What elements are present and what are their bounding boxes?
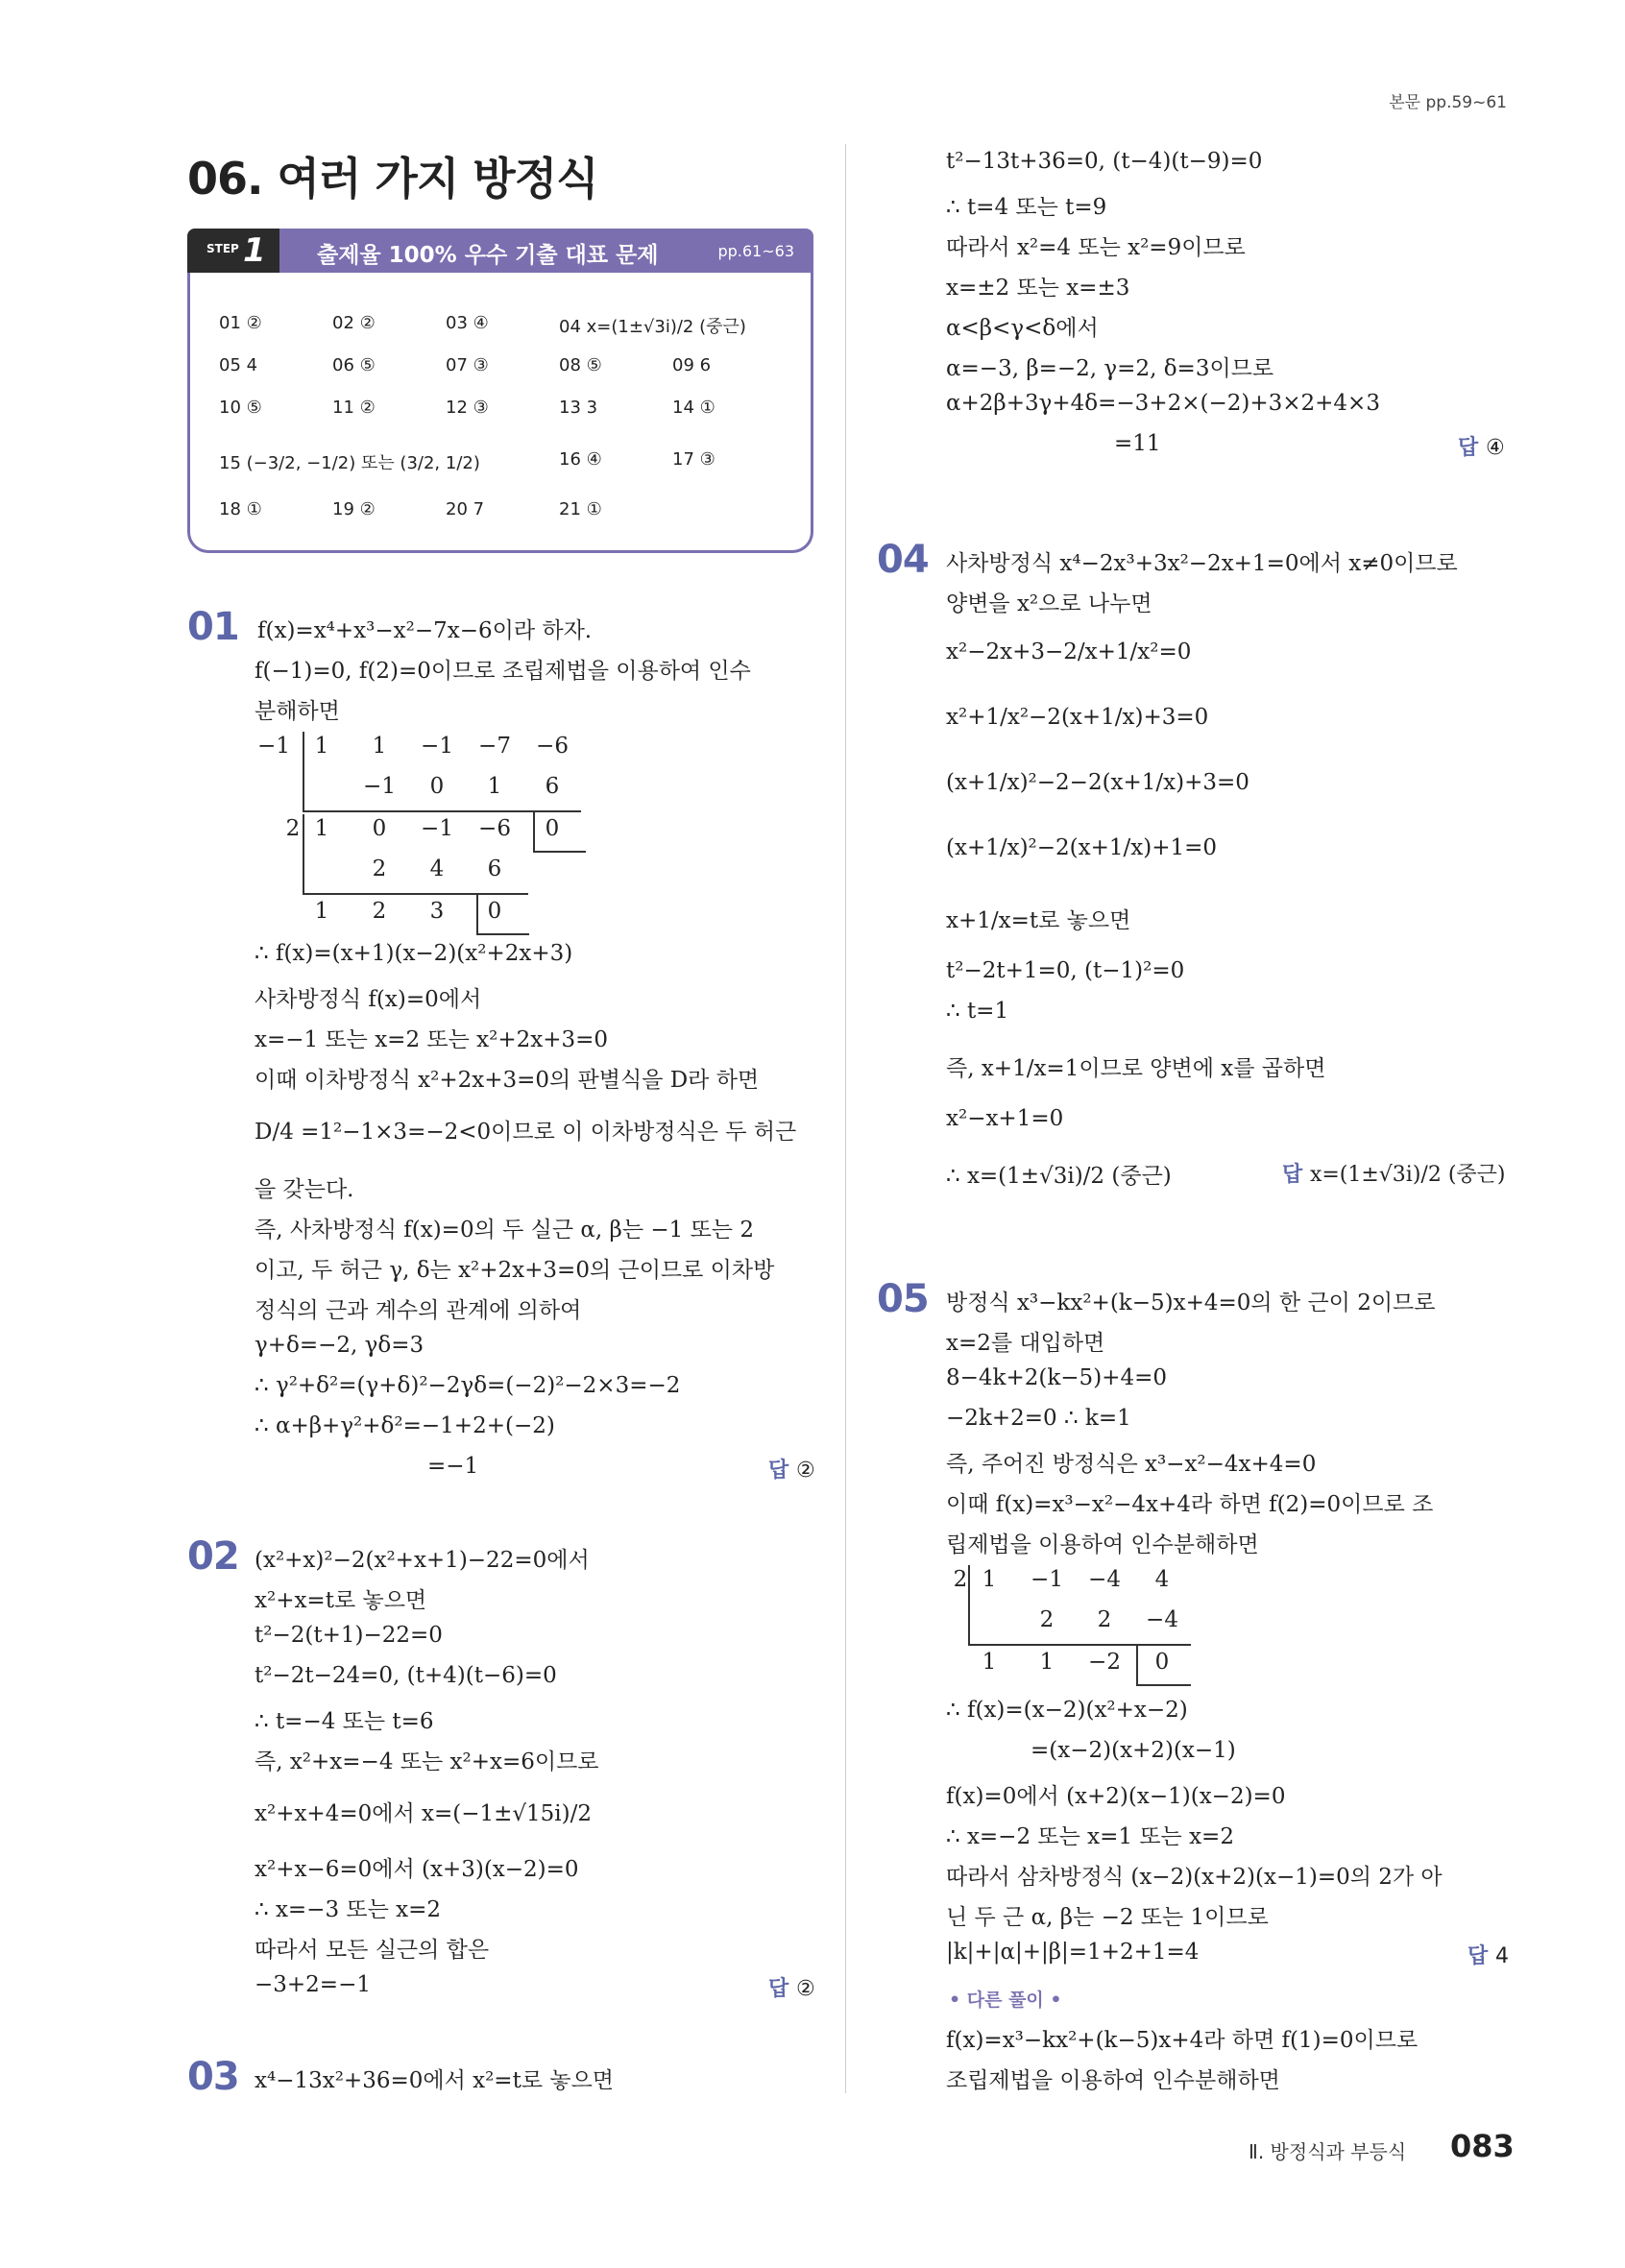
page-number: 083 <box>1450 2128 1515 2164</box>
solution-line: f(x)=0에서 (x+2)(x−1)(x−2)=0 <box>946 1784 1286 1809</box>
solution-line: 방정식 x³−kx²+(k−5)x+4=0의 한 근이 2이므로 <box>946 1291 1436 1315</box>
syn-cell: 2 <box>285 816 301 841</box>
solution-line: ∴ x=−2 또는 x=1 또는 x=2 <box>946 1824 1234 1849</box>
page-title: 06. 여러 가지 방정식 <box>187 153 598 205</box>
answer-label: 답 <box>1458 436 1479 460</box>
solution-line: −3+2=−1 <box>255 1972 371 1997</box>
answer-item: 10 ⑤ <box>219 398 262 418</box>
solution-line: 립제법을 이용하여 인수분해하면 <box>946 1532 1259 1557</box>
syn-cell: 6 <box>545 774 560 799</box>
answer-item: 04 x=(1±√3i)/2 (중근) <box>559 317 746 337</box>
answer-label: 답 <box>768 1977 789 2001</box>
solution-line: 이때 f(x)=x³−x²−4x+4라 하면 f(2)=0이므로 조 <box>946 1492 1434 1517</box>
answer-label: 답 <box>1467 1944 1489 1968</box>
solution-line: ∴ t=−4 또는 t=6 <box>255 1709 434 1734</box>
step-header <box>187 229 813 273</box>
solution-line: α=−3, β=−2, γ=2, δ=3이므로 <box>946 356 1274 381</box>
answer-value: ② <box>795 1977 815 2001</box>
solution-line: 양변을 x²으로 나누면 <box>946 591 1152 616</box>
solution-line: =(x−2)(x+2)(x−1) <box>1031 1738 1236 1763</box>
solution-line: x²+x=t로 놓으면 <box>255 1588 427 1613</box>
step-label: STEP <box>206 242 239 255</box>
syn-line <box>303 732 304 810</box>
question-number: 04 <box>877 538 929 582</box>
syn-line <box>303 893 528 895</box>
question-number: 02 <box>187 1534 239 1579</box>
solution-line: 사차방정식 f(x)=0에서 <box>255 987 482 1012</box>
solution-line: 따라서 x²=4 또는 x²=9이므로 <box>946 235 1246 260</box>
solution-line: ∴ α+β+γ²+δ²=−1+2+(−2) <box>255 1413 555 1438</box>
step-title: 출제율 100% 우수 기출 대표 문제 <box>317 243 659 268</box>
syn-cell: 1 <box>314 734 329 759</box>
syn-cell: 3 <box>429 899 445 924</box>
syn-cell: −6 <box>478 816 511 841</box>
solution-line: =−1 <box>427 1454 479 1479</box>
solution-line: x²+1/x²−2(x+1/x)+3=0 <box>946 705 1209 730</box>
solution-line: 을 갖는다. <box>255 1177 354 1202</box>
solution-line: t²−2(t+1)−22=0 <box>255 1623 443 1648</box>
syn-cell: 2 <box>1039 1607 1055 1632</box>
step-pages: pp.61~63 <box>717 242 794 260</box>
answer-item: 20 7 <box>446 499 485 519</box>
solution-line: f(x)=x⁴+x³−x²−7x−6이라 하자. <box>257 618 593 643</box>
solution-line: f(x)=x³−kx²+(k−5)x+4라 하면 f(1)=0이므로 <box>946 2028 1419 2053</box>
syn-cell: −2 <box>1088 1650 1121 1675</box>
solution-line: 따라서 모든 실근의 합은 <box>255 1938 490 1963</box>
answer-value: ② <box>795 1459 815 1483</box>
syn-cell: 1 <box>372 734 387 759</box>
question-number: 01 <box>187 605 239 649</box>
syn-line <box>968 1644 1191 1646</box>
answer-item: 08 ⑤ <box>559 355 602 375</box>
syn-cell: 0 <box>545 816 560 841</box>
alternative-solution-label: • 다른 풀이 • <box>949 1990 1062 2011</box>
syn-cell: −1 <box>421 734 453 759</box>
answer-value: ④ <box>1485 436 1505 460</box>
answer-item: 18 ① <box>219 499 262 519</box>
answer-item: 14 ① <box>672 398 715 418</box>
solution-line: 닌 두 근 α, β는 −2 또는 1이므로 <box>946 1905 1269 1930</box>
syn-cell: 0 <box>487 899 502 924</box>
syn-cell: 1 <box>314 816 329 841</box>
syn-line <box>1136 1684 1191 1686</box>
syn-line <box>303 810 581 812</box>
answer-label: 답 <box>1282 1163 1303 1187</box>
syn-cell: −1 <box>257 734 290 759</box>
syn-cell: −7 <box>478 734 511 759</box>
syn-line <box>476 933 529 935</box>
solution-line: ∴ γ²+δ²=(γ+δ)²−2γδ=(−2)²−2×3=−2 <box>255 1373 681 1398</box>
solution-line: ∴ f(x)=(x+1)(x−2)(x²+2x+3) <box>255 941 573 966</box>
solution-line: =11 <box>1114 431 1161 456</box>
solution-line: α<β<γ<δ에서 <box>946 316 1099 341</box>
syn-line <box>968 1565 970 1644</box>
solution-line: ∴ t=4 또는 t=9 <box>946 195 1107 220</box>
syn-cell: 1 <box>982 1650 997 1675</box>
answer-label: 답 <box>768 1459 789 1483</box>
syn-cell: 2 <box>372 899 387 924</box>
syn-line <box>476 893 478 933</box>
answer-mark <box>1467 1940 1509 1969</box>
solution-line: 즉, x²+x=−4 또는 x²+x=6이므로 <box>255 1749 599 1774</box>
solution-line: 이때 이차방정식 x²+2x+3=0의 판별식을 D라 하면 <box>255 1068 760 1093</box>
step-number: 1 <box>243 231 266 270</box>
solution-line: f(−1)=0, f(2)=0이므로 조립제법을 이용하여 인수 <box>255 659 751 684</box>
syn-cell: 0 <box>1154 1650 1170 1675</box>
syn-cell: −6 <box>536 734 569 759</box>
answer-mark <box>768 1972 815 2002</box>
solution-line: 조립제법을 이용하여 인수분해하면 <box>946 2068 1280 2093</box>
answer-item: 13 3 <box>559 398 598 418</box>
answer-mark <box>768 1454 815 1484</box>
answer-item: 07 ③ <box>446 355 489 375</box>
solution-line: 즉, 사차방정식 f(x)=0의 두 실근 α, β는 −1 또는 2 <box>255 1218 754 1243</box>
syn-cell: −4 <box>1088 1567 1121 1592</box>
answer-value: x=(1±√3i)/2 (중근) <box>1309 1163 1506 1187</box>
answer-value: 4 <box>1494 1944 1509 1968</box>
syn-cell: 4 <box>1154 1567 1170 1592</box>
answer-key-box <box>187 273 813 553</box>
answer-item: 02 ② <box>332 313 376 333</box>
answer-item: 06 ⑤ <box>332 355 376 375</box>
solution-line: 즉, x+1/x=1이므로 양변에 x를 곱하면 <box>946 1056 1326 1081</box>
syn-cell: 1 <box>1039 1650 1055 1675</box>
answer-item: 17 ③ <box>672 449 715 470</box>
answer-mark <box>1458 431 1505 461</box>
solution-line: D/4 =1²−1×3=−2<0이므로 이 이차방정식은 두 허근 <box>255 1120 797 1145</box>
answer-item: 11 ② <box>332 398 376 418</box>
answer-item: 05 4 <box>219 355 258 375</box>
syn-cell: 0 <box>372 816 387 841</box>
syn-cell: 0 <box>429 774 445 799</box>
answer-item: 15 (−3/2, −1/2) 또는 (3/2, 1/2) <box>219 453 480 473</box>
column-divider <box>845 144 846 2093</box>
solution-line: x²+x+4=0에서 x=(−1±√15i)/2 <box>255 1801 593 1826</box>
syn-line <box>1136 1644 1138 1684</box>
solution-line: 즉, 주어진 방정식은 x³−x²−4x+4=0 <box>946 1452 1317 1477</box>
solution-line: ∴ x=(1±√3i)/2 (중근) <box>946 1164 1172 1189</box>
chapter-name: Ⅱ. 방정식과 부등식 <box>1249 2140 1407 2163</box>
syn-cell: 2 <box>372 857 387 881</box>
syn-cell: −1 <box>421 816 453 841</box>
solution-line: ∴ f(x)=(x−2)(x²+x−2) <box>946 1698 1188 1723</box>
solution-line: x²−x+1=0 <box>946 1106 1064 1131</box>
solution-line: γ+δ=−2, γδ=3 <box>255 1333 424 1358</box>
syn-cell: 1 <box>487 774 502 799</box>
solution-line: (x+1/x)²−2(x+1/x)+1=0 <box>946 835 1218 860</box>
solution-line: α+2β+3γ+4δ=−3+2×(−2)+3×2+4×3 <box>946 391 1380 416</box>
answer-item: 21 ① <box>559 499 602 519</box>
solution-line: (x+1/x)²−2−2(x+1/x)+3=0 <box>946 770 1249 795</box>
syn-cell: −1 <box>363 774 396 799</box>
answer-item: 09 6 <box>672 355 712 375</box>
syn-line <box>533 810 535 851</box>
answer-item: 16 ④ <box>559 449 602 470</box>
step-badge <box>187 229 279 273</box>
solution-line: 8−4k+2(k−5)+4=0 <box>946 1365 1167 1390</box>
solution-line: 정식의 근과 계수의 관계에 의하여 <box>255 1298 582 1323</box>
syn-cell: 1 <box>982 1567 997 1592</box>
solution-line: t²−2t+1=0, (t−1)²=0 <box>946 958 1185 983</box>
answer-item: 19 ② <box>332 499 376 519</box>
syn-cell: 2 <box>953 1567 968 1592</box>
syn-cell: 4 <box>429 857 445 881</box>
solution-line: |k|+|α|+|β|=1+2+1=4 <box>946 1940 1200 1965</box>
solution-line: x=2를 대입하면 <box>946 1331 1105 1356</box>
solution-line: x⁴−13x²+36=0에서 x²=t로 놓으면 <box>255 2068 614 2093</box>
syn-cell: −4 <box>1146 1607 1178 1632</box>
syn-line <box>533 851 586 853</box>
solution-line: x²+x−6=0에서 (x+3)(x−2)=0 <box>255 1857 579 1882</box>
solution-line: x=±2 또는 x=±3 <box>946 276 1130 301</box>
question-number: 03 <box>187 2055 239 2099</box>
syn-cell: −1 <box>1031 1567 1063 1592</box>
answer-item: 01 ② <box>219 313 262 333</box>
syn-cell: 1 <box>314 899 329 924</box>
solution-line: x+1/x=t로 놓으면 <box>946 908 1131 933</box>
solution-line: x=−1 또는 x=2 또는 x²+2x+3=0 <box>255 1027 609 1052</box>
solution-line: t²−2t−24=0, (t+4)(t−6)=0 <box>255 1663 557 1688</box>
page-reference: 본문 pp.59~61 <box>1389 93 1507 112</box>
solution-line: 이고, 두 허근 γ, δ는 x²+2x+3=0의 근이므로 이차방 <box>255 1258 775 1283</box>
solution-line: 사차방정식 x⁴−2x³+3x²−2x+1=0에서 x≠0이므로 <box>946 551 1458 576</box>
answer-item: 12 ③ <box>446 398 489 418</box>
solution-line: 분해하면 <box>255 699 340 724</box>
solution-line: ∴ x=−3 또는 x=2 <box>255 1897 442 1922</box>
syn-line <box>303 814 304 893</box>
solution-line: ∴ t=1 <box>946 999 1009 1024</box>
question-number: 05 <box>877 1277 929 1321</box>
solution-line: t²−13t+36=0, (t−4)(t−9)=0 <box>946 149 1263 174</box>
solution-line: (x²+x)²−2(x²+x+1)−22=0에서 <box>255 1548 590 1573</box>
solution-line: −2k+2=0 ∴ k=1 <box>946 1406 1131 1431</box>
answer-item: 03 ④ <box>446 313 489 333</box>
solution-line: x²−2x+3−2/x+1/x²=0 <box>946 639 1192 664</box>
syn-cell: 2 <box>1097 1607 1112 1632</box>
syn-cell: 6 <box>487 857 502 881</box>
answer-mark <box>1282 1158 1506 1188</box>
solution-line: 따라서 삼차방정식 (x−2)(x+2)(x−1)=0의 2가 아 <box>946 1865 1443 1890</box>
